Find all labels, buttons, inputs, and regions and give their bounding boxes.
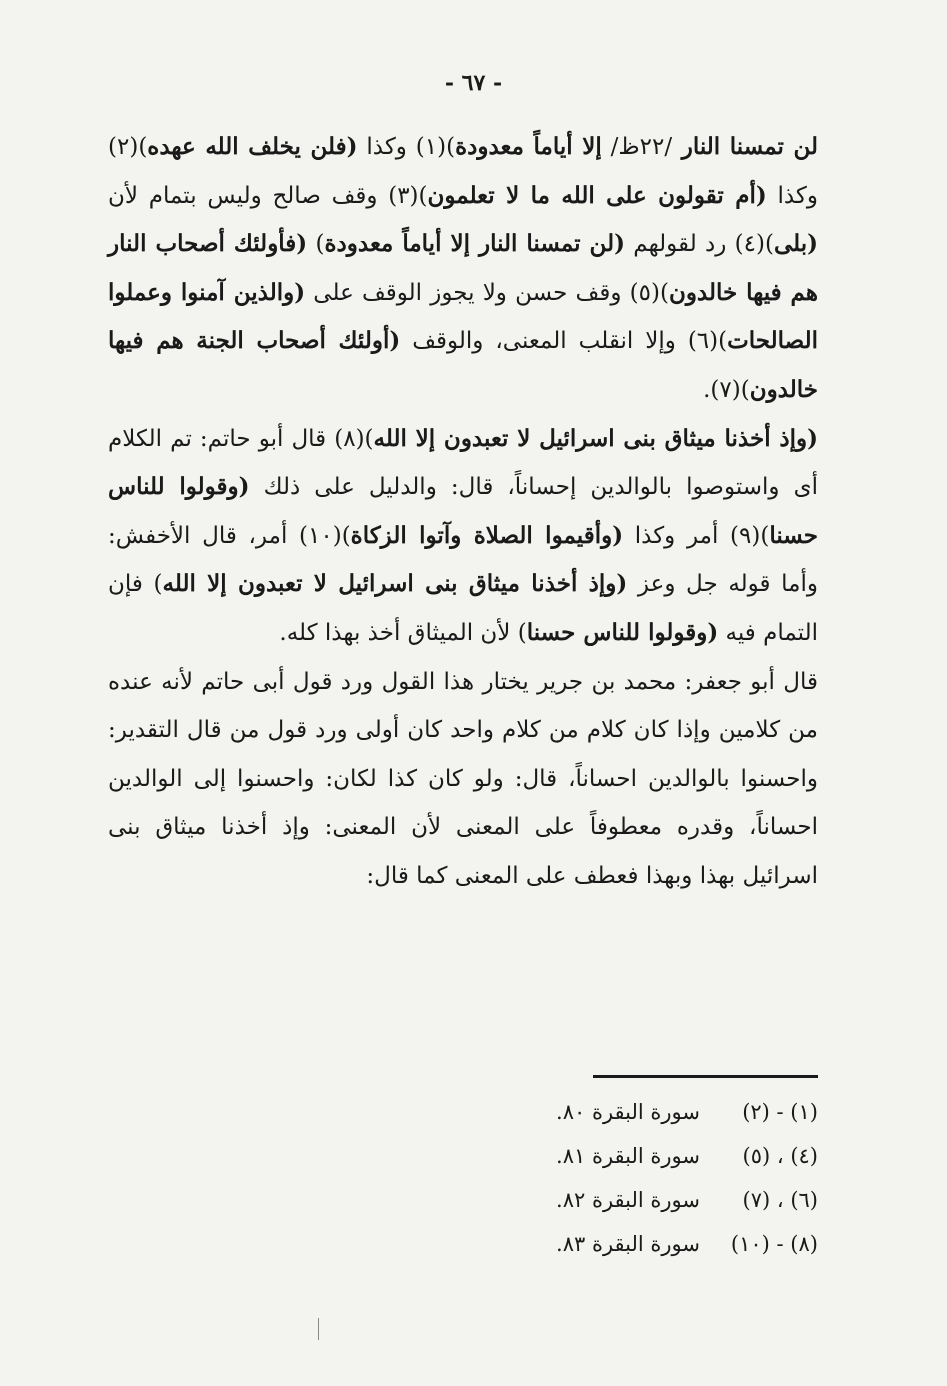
footnote-source: سورة البقرة ٨١. (556, 1144, 700, 1168)
paragraph (108, 415, 818, 658)
footnote-numbers: (٤) ، (٥) (742, 1144, 818, 1168)
main-text (108, 123, 818, 901)
commentary-text: )(٦) وإلا انقلب المعنى، والوقف (400, 328, 728, 355)
footnote-row (460, 1134, 818, 1178)
footnotes (460, 1090, 818, 1266)
commentary-text: ) (307, 231, 325, 258)
page-number: - ٦٧ - (444, 70, 503, 96)
footnote-source: سورة البقرة ٨٢. (556, 1188, 700, 1212)
quran-quote: (أم تقولون على الله ما لا تعلمون (427, 181, 767, 209)
commentary-text: )(٣) وقف صالح وليس بتمام لأن (108, 182, 428, 209)
commentary-text: /٢٢ظ/ (601, 134, 673, 160)
quran-quote: (أولئك أصحاب الجنة هم فيها خالدون (108, 327, 818, 403)
commentary-text: )(١) وكذا (357, 134, 456, 160)
quran-quote: (وأقيموا الصلاة وآتوا الزكاة (350, 521, 624, 549)
quran-quote: (والذين آمنوا وعملوا الصالحات (108, 278, 818, 355)
commentary-text: )(٩) أمر وكذا (623, 522, 770, 549)
quran-quote: (بلى (773, 230, 819, 258)
quran-quote: إلا أياماً معدودة (455, 133, 602, 160)
footnote-source: سورة البقرة ٨٣. (556, 1232, 700, 1256)
footnote-numbers: (١) - (٢) (742, 1100, 818, 1124)
footnote-numbers: (٨) - (١٠) (730, 1232, 818, 1256)
footnote-row (460, 1222, 818, 1266)
quran-quote: (فلن يخلف الله عهده (147, 133, 358, 160)
quran-quote: (وقولوا للناس حسنا (108, 473, 819, 549)
quran-quote: (لن تمسنا النار إلا أياماً معدودة (324, 230, 625, 258)
footnote-separator (593, 1075, 818, 1078)
commentary-text: قال أبو جعفر: محمد بن جرير يختار هذا القول ورد قول أبى حاتم لأنه عنده من كلامين وإذا كان كلام من كلام واحد كان أولى ورد قول من قال التقدير: واحسنوا بالوالدين احساناً، قال: ولو كان كذا لكان: واحسنوا إلى الوالدين احساناً، وقدره معطوفاً على المعنى لأن المعنى: وإذ أخذنا ميثاق بنى اسرائيل بهذا وبهذا فعطف على المعنى كما قال: (108, 668, 818, 889)
quran-quote: (فأولئك أصحاب النار هم فيها خالدون (108, 230, 818, 306)
footnote-row (460, 1178, 818, 1222)
quran-quote: (وإذ أخذنا ميثاق بنى اسرائيل لا تعبدون إلا الله (373, 424, 818, 452)
footnote-numbers: (٦) ، (٧) (742, 1188, 818, 1212)
margin-mark (318, 1318, 319, 1340)
commentary-text: ) فإن التمام فيه (108, 571, 818, 646)
commentary-text: )(٥) وقف حسن ولا يجوز الوقف على (305, 279, 669, 306)
commentary-text: )(٧). (703, 376, 750, 403)
quran-quote: (وإذ أخذنا ميثاق بنى اسرائيل لا تعبدون إلا الله (162, 570, 628, 598)
paragraph (108, 658, 818, 901)
commentary-text: )(٢) وكذا (108, 134, 818, 209)
commentary-text: )(٨) قال أبو حاتم: تم الكلام أى واستوصوا بالوالدين إحساناً، قال: والدليل على ذلك (108, 425, 818, 501)
quran-quote: (وقولوا للناس حسنا (526, 618, 719, 646)
footnote-source: سورة البقرة ٨٠. (556, 1100, 700, 1124)
commentary-text: )(٤) رد لقولهم (624, 231, 774, 258)
paragraph (108, 123, 818, 415)
footnote-row (460, 1090, 818, 1134)
commentary-text: )(١٠) أمر، قال الأخفش: وأما قوله جل وعز (108, 522, 818, 598)
commentary-text: ) لأن الميثاق أخذ بهذا كله. (279, 619, 527, 646)
quran-quote: لن تمسنا النار (672, 133, 819, 160)
